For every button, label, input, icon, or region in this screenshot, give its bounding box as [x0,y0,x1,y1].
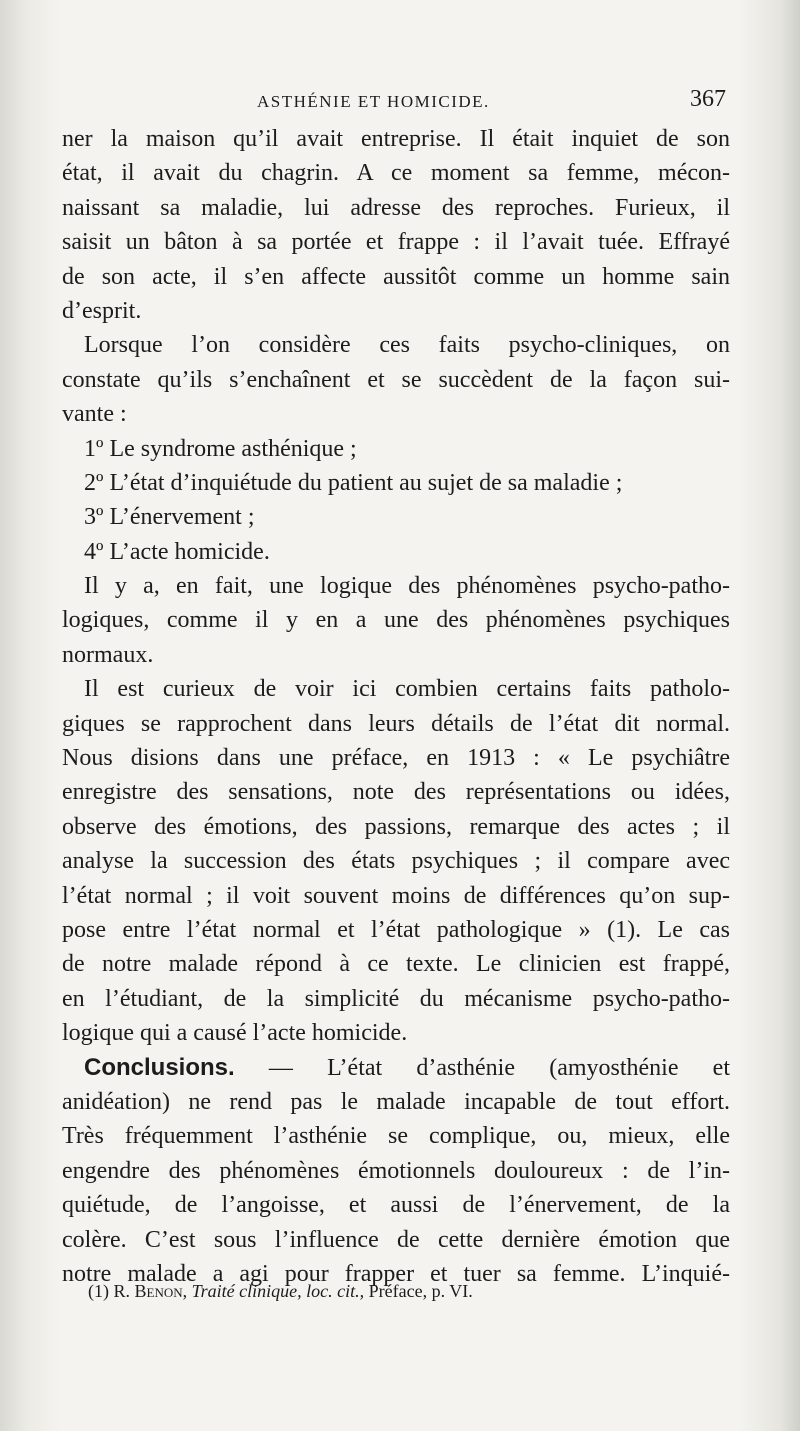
list-item: 1º Le syndrome asthénique ; [84,435,357,462]
text-line: logique qui a causé l’acte homicide. [62,1020,408,1047]
text-line: état, il avait du chagrin. A ce moment sa femme, mécon- [62,160,730,187]
text-line: en l’étudiant, de la simplicité du mécanisme psycho-patho- [62,985,730,1012]
text-line: normaux. [62,641,154,668]
list-item: 3º L’énervement ; [84,504,255,531]
list-item: 4º L’acte homicide. [84,538,270,565]
text-line: Nous disions dans une préface, en 1913 : « Le psychiâtre [62,745,730,772]
text-line: saisit un bâton à sa portée et frappe : il l’avait tuée. Effrayé [62,229,730,256]
text-line: observe des émotions, des passions, remarque des actes ; il [62,813,730,840]
body-text [62,122,730,1291]
text-line: Il est curieux de voir ici combien certains faits patholo- [84,676,730,703]
text-line: engendre des phénomènes émotionnels douloureux : de l’in- [62,1157,730,1184]
text-line: ner la maison qu’il avait entreprise. Il était inquiet de son [62,126,730,152]
text-line: constate qu’ils s’enchaînent et se succèdent de la façon sui- [62,366,730,393]
text-line: — L’état d’asthénie (amyosthénie et [268,1054,730,1081]
footnote-work: Traité clinique, loc. cit., [191,1281,365,1301]
page-number: 367 [690,86,726,112]
text-line: d’esprit. [62,297,142,324]
text-line: Lorsque l’on considère ces faits psycho-cliniques, on [84,332,730,359]
text-line: naissant sa maladie, lui adresse des reproches. Furieux, il [62,194,730,221]
text-line: analyse la succession des états psychiques ; il compare avec [62,848,730,875]
text-line: de notre malade répond à ce texte. Le clinicien est frappé, [62,951,730,978]
text-line: de son acte, il s’en affecte aussitôt comme un homme sain [62,263,730,290]
list-item: 2º L’état d’inquiétude du patient au sujet de sa maladie ; [84,469,623,496]
running-head [62,84,730,120]
footnote-marker: (1) [88,1281,109,1301]
running-title: ASTHÉNIE ET HOMICIDE. [257,92,490,111]
conclusions-heading: Conclusions. [84,1053,235,1081]
footnote [88,1278,728,1304]
text-line: colère. C’est sous l’influence de cette dernière émotion que [62,1226,730,1253]
text-line: pose entre l’état normal et l’état pathologique » (1). Le cas [62,916,730,943]
text-line: logiques, comme il y en a une des phénomènes psychiques [62,607,730,634]
footnote-reference: Préface, p. VI. [368,1281,473,1301]
text-line: l’état normal ; il voit souvent moins de différences qu’on sup- [62,882,730,909]
text-line: giques se rapprochent dans leurs détails de l’état dit normal. [62,710,730,737]
text-line: quiétude, de l’angoisse, et aussi de l’énervement, de la [62,1192,730,1219]
text-line: vante : [62,401,127,428]
text-line: enregistre des sensations, note des représentations ou idées, [62,779,730,806]
text-line: notre malade a agi pour frapper et tuer sa femme. L’inquié- [62,1260,730,1287]
conclusions-line [62,1051,730,1085]
text-line: Très fréquemment l’asthénie se complique, ou, mieux, elle [62,1123,730,1150]
text-line: Il y a, en fait, une logique des phénomènes psycho-patho- [84,573,730,600]
text-line: anidéation) ne rend pas le malade incapable de tout effort. [62,1088,730,1115]
footnote-author: R. Benon, [113,1281,188,1301]
